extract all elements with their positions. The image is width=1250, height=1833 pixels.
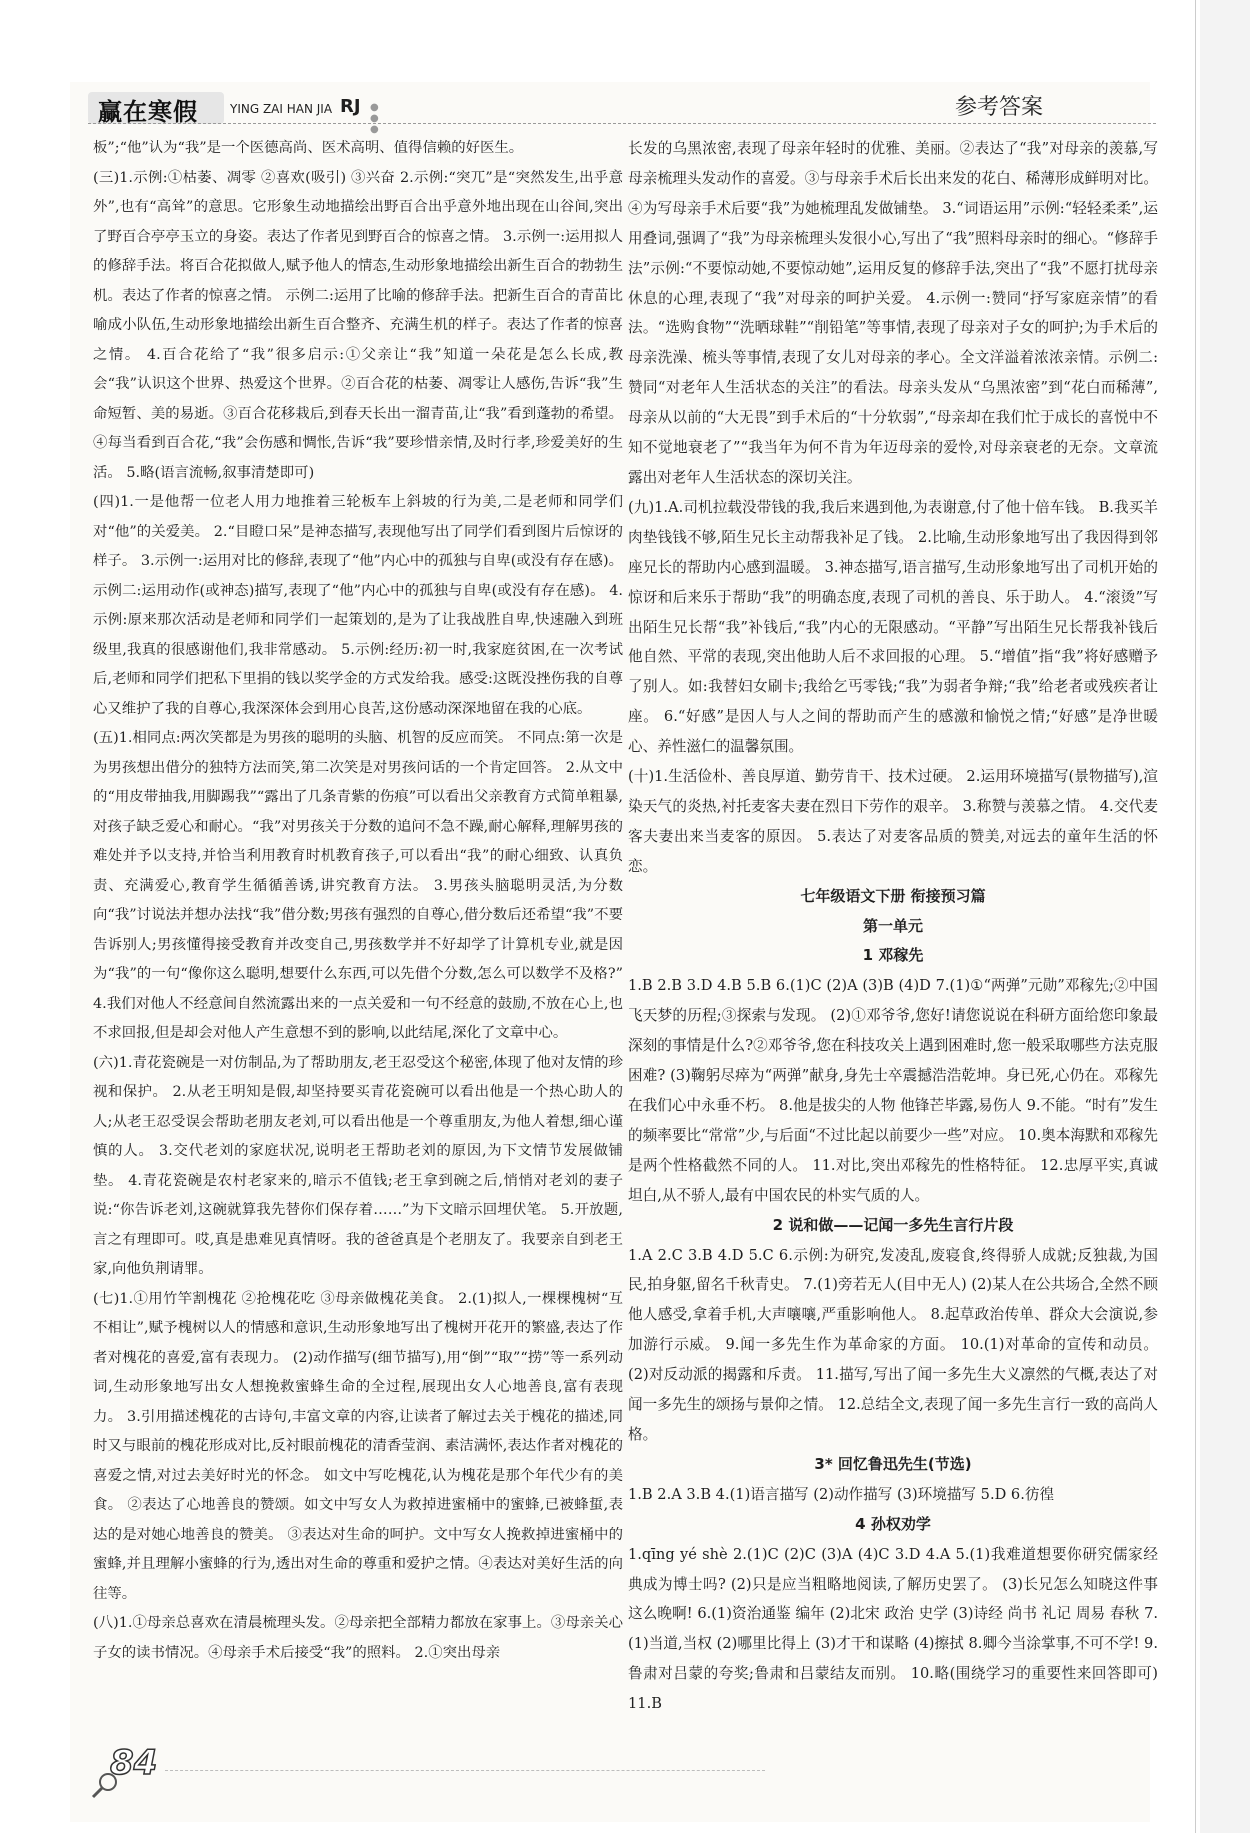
- section-heading: 七年级语文下册 衔接预习篇: [800, 886, 986, 905]
- lesson-answers: 1.B 2.B 3.D 4.B 5.B 6.(1)C (2)A (3)B (4)D 7.(1)①“两弹”元勋”邓稼先;②中国飞天梦的历程;③探索与发现。 (2)①邓爷爷,您好!请您说说在科研方面给您印象最深刻的事情是什么?②邓爷爷,您在科技攻关上遇到困难时,您一般采取哪些方法克服困难? (3)鞠躬尽瘁为“两弹”献身,身先士卒震撼浩浩乾坤。身已死,心仍在。邓稼先在我们心中永垂不朽。 8.他是拔尖的人物 他锋芒毕露,易伤人 9.不能。“时有”发生的频率要比“常常”少,与后面“不过比起以前要少一些”对应。 10.奥本海默和邓稼先是两个性格截然不同的人。 11.对比,突出邓稼先的性格特征。 12.忠厚平实,真诚坦白,从不骄人,最有中国农民的朴实气质的人。: [628, 977, 1158, 1204]
- header-divider: [88, 123, 1156, 124]
- section-title: 参考答案: [955, 95, 1044, 120]
- lesson-answers: 1.B 2.A 3.B 4.(1)语言描写 (2)动作描写 (3)环境描写 5.D 6.彷徨: [628, 1485, 1055, 1503]
- unit-heading: 第一单元: [862, 916, 923, 935]
- page-edge-line: [1195, 0, 1196, 1833]
- answer-paragraph: 板”;“他”认为“我”是一个医德高尚、医术高明、值得信赖的好医生。: [93, 140, 524, 156]
- brand-pinyin: YING ZAI HAN JIA: [230, 102, 333, 116]
- brand-title: 赢在寒假: [98, 98, 198, 126]
- answer-paragraph: (四)1.一是他帮一位老人用力地推着三轮板车上斜坡的行为美,二是老师和同学们对“他”的关爱美。 2.“目瞪口呆”是神态描写,表现他写出了同学们看到图片后惊讶的样子。 3.示例一:运用对比的修辞,表现了“他”内心中的孤独与自卑(或没有存在感)。 示例二:运用动作(或神态)描写,表现了“他”内心中的孤独与自卑(或没有存在感)。 4.示例:原来那次活动是老师和同学们一起策划的,是为了让我战胜自卑,快速融入到班级里,我真的很感谢他们,我非常感动。 5.示例:经历:初一时,我家庭贫困,在一次考试后,老师和同学们把私下里捐的钱以奖学金的方式发给我。感受:这既没挫伤我的自尊心又维护了我的自尊心,我深深体会到用心良苦,这份感动深深地留在我的心底。: [93, 494, 623, 717]
- left-column: [93, 134, 623, 1668]
- answer-paragraph: (八)1.①母亲总喜欢在清晨梳理头发。②母亲把全部精力都放在家事上。③母亲关心子女的读书情况。④母亲手术后接受“我”的照料。 2.①突出母亲: [93, 1615, 623, 1661]
- answer-paragraph: (十)1.生活俭朴、善良厚道、勤劳肯干、技术过硬。 2.运用环境描写(景物描写),渲染天气的炎热,衬托麦客夫妻在烈日下劳作的艰辛。 3.称赞与羡慕之情。 4.交代麦客夫妻出来当麦客的原因。 5.表达了对麦客品质的赞美,对远去的童年生活的怀恋。: [628, 768, 1158, 875]
- answer-paragraph: (九)1.A.司机拉载没带钱的我,我后来遇到他,为表谢意,付了他十倍车钱。 B.我买羊肉垫钱钱不够,陌生兄长主动帮我补足了钱。 2.比喻,生动形象地写出了我因得到邻座兄长的帮助内心感到温暖。 3.神态描写,语言描写,生动形象地写出了司机开始的惊讶和后来乐于帮助“我”的明确态度,表现了司机的善良、乐于助人。 4.“滚烫”写出陌生兄长帮“我”补钱后,“我”内心的无限感动。“平静”写出陌生兄长帮我补钱后他自然、平常的表现,突出他助人后不求回报的心理。 5.“增值”指“我”将好感赠予了别人。如:我替妇女刷卡;我给乞丐零钱;“我”为弱者争辩;“我”给老者或残疾者让座。 6.“好感”是因人与人之间的帮助而产生的感激和愉悦之情;“好感”是净世暖心、养性滋仁的温馨氛围。: [628, 498, 1158, 756]
- lesson-answers: 1.A 2.C 3.B 4.D 5.C 6.示例:为研究,发凌乱,废寝食,终得骄人成就;反独裁,为国民,拍身躯,留名千秋青史。 7.(1)旁若无人(目中无人) (2)某人在公共场合,全然不顾他人感受,拿着手机,大声嚷嚷,严重影响他人。 8.起草政治传单、群众大会演说,参加游行示威。 9.闻一多先生作为革命家的方面。 10.(1)对革命的宣传和动员。 (2)对反动派的揭露和斥责。 11.描写,写出了闻一多先生大义凛然的气概,表达了对闻一多先生的颂扬与景仰之情。 12.总结全文,表现了闻一多先生言行一致的高尚人格。: [628, 1246, 1158, 1443]
- answer-paragraph: (五)1.相同点:两次笑都是为男孩的聪明的头脑、机智的反应而笑。 不同点:第一次是为男孩想出借分的独特方法而笑,第二次笑是对男孩问话的一个肯定回答。 2.从文中的“用皮带抽我,用脚踢我”“露出了几条青紫的伤痕”可以看出父亲教育方式简单粗暴,对孩子缺乏爱心和耐心。“我”对男孩关于分数的追问不急不躁,耐心解释,理解男孩的难处并予以支持,并恰当利用教育时机教育孩子,可以看出“我”的耐心细致、认真负责、充满爱心,教育学生循循善诱,讲究教育方法。 3.男孩头脑聪明灵活,为分数向“我”讨说法并想办法找“我”借分数;男孩有强烈的自尊心,借分数后还希望“我”不要告诉别人;男孩懂得接受教育并改变自己,男孩数学并不好却学了计算机专业,就是因为“我”的一句“像你这么聪明,想要什么东西,可以先借个分数,怎么可以数学不及格?” 4.我们对他人不经意间自然流露出来的一点关爱和一句不经意的鼓励,不放在心上,也不求回报,但是却会对他人产生意想不到的影响,以此结尾,深化了文章中心。: [93, 730, 623, 1041]
- brand-dots-icon: ● ● ●: [370, 102, 379, 135]
- footer-divider: [165, 1770, 765, 1771]
- lesson-answers: 1.qīng yé shè 2.(1)C (2)C (3)A (4)C 3.D 4.A 5.(1)我难道想要你研究儒家经典成为博士吗? (2)只是应当粗略地阅读,了解历史罢了。 (3)长兄怎么知晓这件事这么晚啊! 6.(1)资治通鉴 编年 (2)北宋 政治 史学 (3)诗经 尚书 礼记 周易 春秋 7.(1)当道,当权 (2)哪里比得上 (3)才干和谋略 (4)擦拭 8.卿今当涂掌事,不可不学! 9.鲁肃对吕蒙的夸奖;鲁肃和吕蒙结友而别。 10.略(围绕学习的重要性来回答即可) 11.B: [628, 1545, 1158, 1713]
- page-number: 84: [110, 1743, 158, 1783]
- page-edge: [1200, 0, 1250, 1833]
- lesson-title: 4 孙权劝学: [855, 1514, 931, 1533]
- answer-paragraph: (六)1.青花瓷碗是一对仿制品,为了帮助朋友,老王忍受这个秘密,体现了他对友情的珍视和保护。 2.从老王明知是假,却坚持要买青花瓷碗可以看出他是一个热心助人的人;从老王忍受误会帮助老朋友老刘,可以看出他是一个尊重朋友,为他人着想,细心谨慎的人。 3.交代老刘的家庭状况,说明老王帮助老刘的原因,为下文情节发展做铺垫。 4.青花瓷碗是农村老家来的,暗示不值钱;老王拿到碗之后,悄悄对老刘的妻子说:“你告诉老刘,这碗就算我先替你们保存着……”为下文暗示回埋伏笔。 5.开放题,言之有理即可。哎,真是患难见真情呀。我的爸爸真是个老朋友了。我要亲自到老王家,向他负荆请罪。: [93, 1054, 623, 1277]
- answer-paragraph: (七)1.①用竹竿割槐花 ②抢槐花吃 ③母亲做槐花美食。 2.(1)拟人,一棵棵槐树“互不相让”,赋予槐树以人的情感和意识,生动形象地写出了槐树开花开的繁盛,表达了作者对槐花的喜爱,富有表现力。 (2)动作描写(细节描写),用“倒”“取”“捞”等一系列动词,生动形象地写出女人想挽救蜜蜂生命的全过程,展现出女人心地善良,富有表现力。 3.引用描述槐花的古诗句,丰富文章的内容,让读者了解过去关于槐花的描述,同时又与眼前的槐花形成对比,反衬眼前槐花的清香莹润、素洁满怀,表达作者对槐花的喜爱之情,对过去美好时光的怀念。 如文中写吃槐花,认为槐花是那个年代少有的美食。 ②表达了心地善良的赞颂。如文中写女人为救掉进蜜桶中的蜜蜂,已被蜂蜇,表达的是对她心地善良的赞美。 ③表达对生命的呵护。文中写女人挽救掉进蜜桶中的蜜蜂,并且理解小蜜蜂的行为,透出对生命的尊重和爱护之情。④表达对美好生活的向往等。: [93, 1290, 623, 1602]
- lesson-title: 1 邓稼先: [862, 946, 924, 965]
- answer-paragraph: (三)1.示例:①枯萎、凋零 ②喜欢(吸引) ③兴奋 2.示例:“突兀”是“突然发生,出乎意外”,也有“高耸”的意思。它形象生动地描绘出野百合出乎意外地出现在山谷间,突出了野百合亭亭玉立的身姿。表达了作者见到野百合的惊喜之情。 3.示例一:运用拟人的修辞手法。将百合花拟做人,赋予他人的情态,生动形象地描绘出新生百合的勃勃生机。表达了作者的惊喜之情。 示例二:运用了比喻的修辞手法。把新生百合的青苗比喻成小队伍,生动形象地描绘出新生百合整齐、充满生机的样子。表达了作者的惊喜之情。 4.百合花给了“我”很多启示:①父亲让“我”知道一朵花是怎么长成,教会“我”认识这个世界、热爱这个世界。②百合花的枯萎、凋零让人感伤,告诉“我”生命短暂、美的易逝。③百合花移栽后,到春天长出一溜青苗,让“我”看到蓬勃的希望。④每当看到百合花,“我”会伤感和惆怅,告诉“我”要珍惜亲情,及时行孝,珍爱美好的生活。 5.略(语言流畅,叙事清楚即可): [93, 169, 623, 481]
- lesson-title: 3* 回忆鲁迅先生(节选): [814, 1454, 972, 1473]
- brand-edition: RJ: [340, 96, 361, 117]
- lesson-title: 2 说和做——记闻一多先生言行片段: [772, 1215, 1014, 1234]
- header-brand: [88, 88, 388, 135]
- answer-paragraph: 长发的乌黑浓密,表现了母亲年轻时的优雅、美丽。②表达了“我”对母亲的羡慕,写母亲梳理头发动作的喜爱。③与母亲手术后长出来发的花白、稀薄形成鲜明对比。④为写母亲手术后要“我”为她梳理乱发做铺垫。 3.“词语运用”示例:“轻轻柔柔”,运用叠词,强调了“我”为母亲梳理头发很小心,写出了“我”照料母亲时的细心。“修辞手法”示例:“不要惊动她,不要惊动她”,运用反复的修辞手法,突出了“我”不愿打扰母亲休息的心理,表现了“我”对母亲的呵护关爱。 4.示例一:赞同“抒写家庭亲情”的看法。“选购食物”“洗晒球鞋”“削铅笔”等事情,表现了母亲对子女的呵护;为手术后的母亲洗澡、梳头等事情,表现了女儿对母亲的孝心。全文洋溢着浓浓亲情。示例二:赞同“对老年人生活状态的关注”的看法。母亲头发从“乌黑浓密”到“花白而稀薄”,母亲从以前的“大无畏”到手术后的“十分软弱”,“母亲却在我们忙于成长的喜悦中不知不觉地衰老了”“我当年为何不肯为年迈母亲的爱怜,对母亲衰老的无奈。文章流露出对老年人生活状态的深切关注。: [628, 140, 1158, 486]
- right-column: [628, 134, 1158, 1719]
